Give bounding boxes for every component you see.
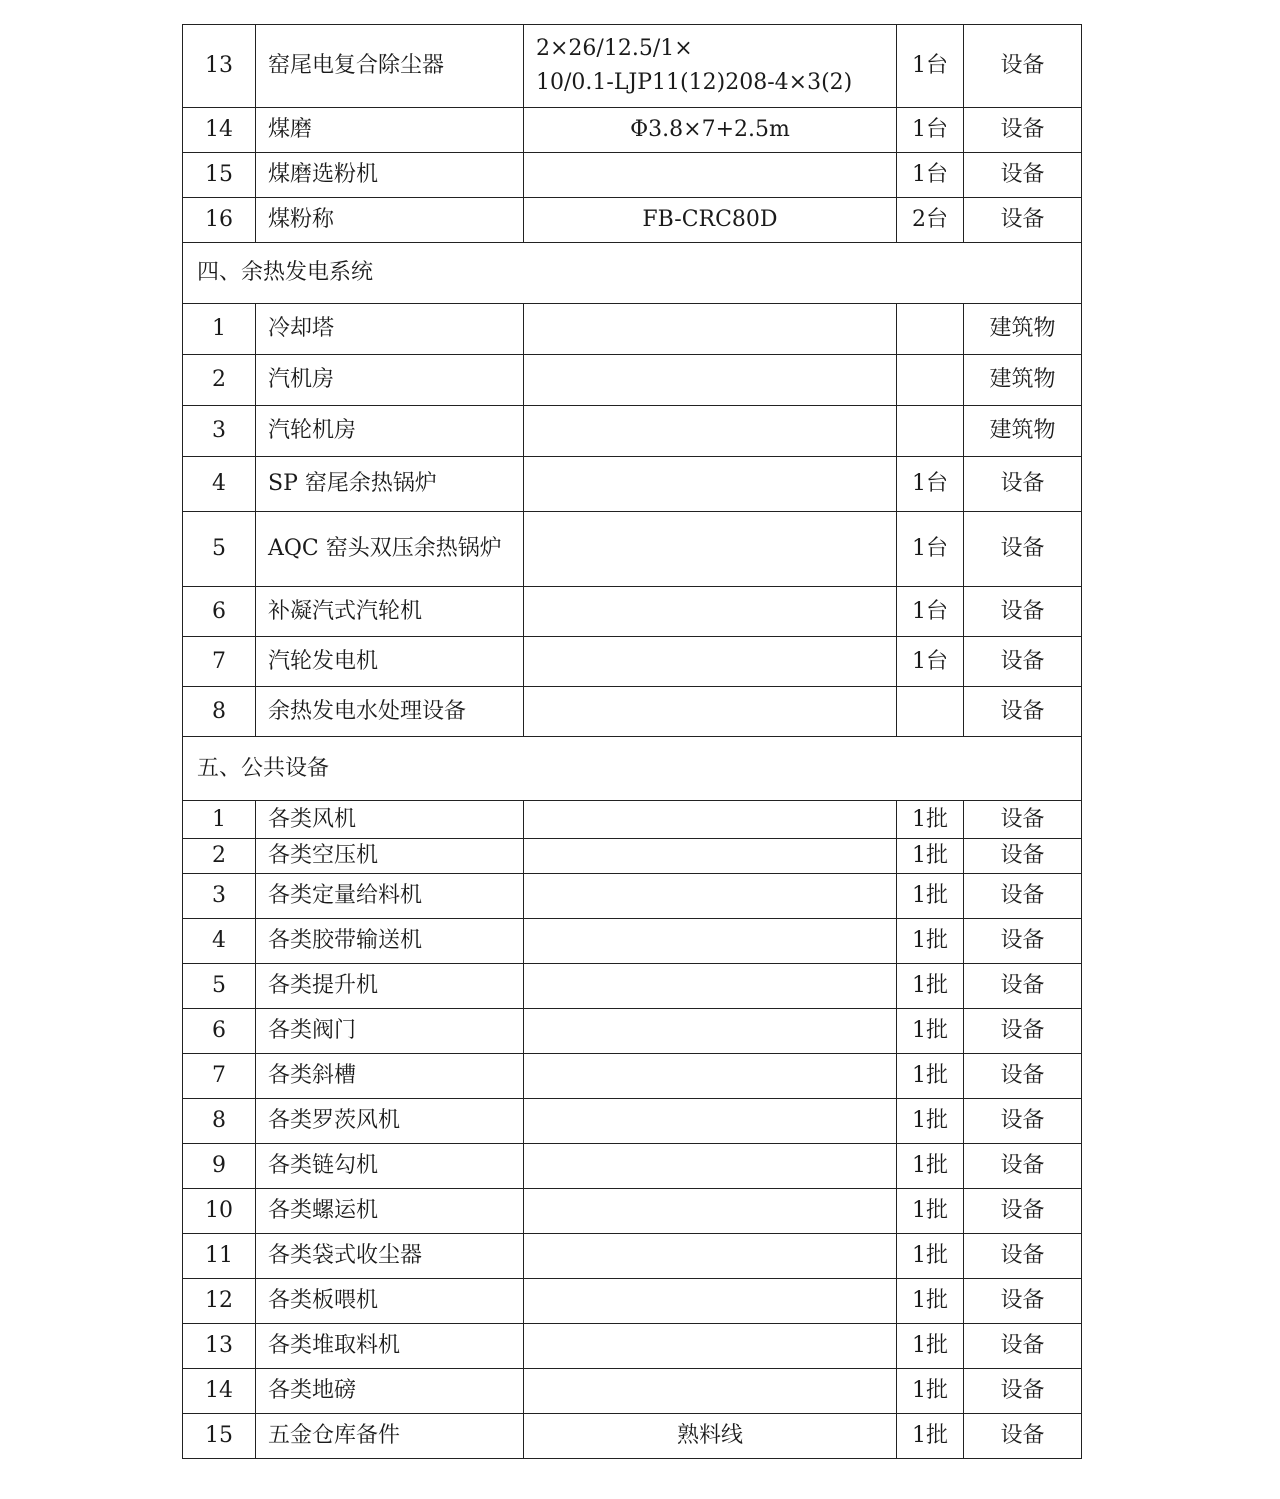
item-spec: FB-CRC80D (524, 198, 897, 243)
item-name: 窑尾电复合除尘器 (256, 25, 524, 108)
item-spec (524, 457, 897, 512)
row-number: 6 (183, 1009, 256, 1054)
item-name: AQC 窑头双压余热锅炉 (256, 512, 524, 587)
item-spec (524, 304, 897, 355)
item-name: 各类螺运机 (256, 1189, 524, 1234)
item-quantity: 1批 (897, 1234, 964, 1279)
row-number: 5 (183, 512, 256, 587)
item-quantity: 1批 (897, 1279, 964, 1324)
item-name: 各类胶带输送机 (256, 919, 524, 964)
row-number: 1 (183, 801, 256, 839)
item-spec (524, 964, 897, 1009)
item-quantity (897, 304, 964, 355)
item-spec (524, 1009, 897, 1054)
item-spec (524, 587, 897, 637)
item-spec (524, 1324, 897, 1369)
table-row (183, 587, 1082, 637)
table-body (183, 25, 1082, 1459)
section-title: 四、余热发电系统 (183, 243, 1082, 304)
item-spec (524, 839, 897, 874)
item-category: 设备 (964, 457, 1082, 512)
item-spec (524, 1099, 897, 1144)
item-name: SP 窑尾余热锅炉 (256, 457, 524, 512)
table-row (183, 25, 1082, 108)
item-name: 各类地磅 (256, 1369, 524, 1414)
table-row (183, 355, 1082, 406)
item-spec (524, 1279, 897, 1324)
item-name: 各类阀门 (256, 1009, 524, 1054)
table-row (183, 801, 1082, 839)
item-category: 设备 (964, 1369, 1082, 1414)
equipment-list-table (182, 24, 1082, 1459)
item-quantity: 1批 (897, 801, 964, 839)
table-row (183, 1279, 1082, 1324)
item-quantity: 1台 (897, 587, 964, 637)
row-number: 13 (183, 25, 256, 108)
row-number: 13 (183, 1324, 256, 1369)
item-quantity: 1批 (897, 1324, 964, 1369)
item-category: 设备 (964, 108, 1082, 153)
item-quantity: 1台 (897, 108, 964, 153)
spec-line: 10/0.1-LJP11(12)208-4×3(2) (536, 70, 853, 95)
row-number: 15 (183, 1414, 256, 1459)
table-row (183, 839, 1082, 874)
item-category: 设备 (964, 874, 1082, 919)
item-quantity: 1批 (897, 839, 964, 874)
table-row (183, 304, 1082, 355)
item-quantity (897, 355, 964, 406)
section-header-row (183, 737, 1082, 801)
item-spec (524, 874, 897, 919)
row-number: 8 (183, 1099, 256, 1144)
item-category: 设备 (964, 1054, 1082, 1099)
row-number: 3 (183, 874, 256, 919)
table-row (183, 687, 1082, 737)
item-quantity: 1批 (897, 1369, 964, 1414)
item-quantity: 1批 (897, 919, 964, 964)
section-header-row (183, 243, 1082, 304)
row-number: 2 (183, 839, 256, 874)
item-name: 各类空压机 (256, 839, 524, 874)
item-name: 汽轮机房 (256, 406, 524, 457)
table-row (183, 1144, 1082, 1189)
item-quantity: 1台 (897, 153, 964, 198)
item-category: 设备 (964, 1324, 1082, 1369)
item-category: 设备 (964, 687, 1082, 737)
item-spec (524, 1189, 897, 1234)
item-spec (524, 25, 897, 108)
item-quantity: 1批 (897, 1414, 964, 1459)
table-row (183, 457, 1082, 512)
item-name: 各类斜槽 (256, 1054, 524, 1099)
row-number: 16 (183, 198, 256, 243)
table-row (183, 1369, 1082, 1414)
item-category: 设备 (964, 1099, 1082, 1144)
row-number: 8 (183, 687, 256, 737)
row-number: 14 (183, 1369, 256, 1414)
item-category: 设备 (964, 198, 1082, 243)
item-name: 煤粉称 (256, 198, 524, 243)
table-row (183, 1189, 1082, 1234)
item-category: 设备 (964, 637, 1082, 687)
item-quantity: 2台 (897, 198, 964, 243)
table-row (183, 1009, 1082, 1054)
table-row (183, 108, 1082, 153)
table-row (183, 1054, 1082, 1099)
row-number: 12 (183, 1279, 256, 1324)
item-name: 各类定量给料机 (256, 874, 524, 919)
item-name: 汽轮发电机 (256, 637, 524, 687)
item-spec (524, 919, 897, 964)
item-name: 各类提升机 (256, 964, 524, 1009)
item-category: 设备 (964, 1414, 1082, 1459)
item-name: 五金仓库备件 (256, 1414, 524, 1459)
table-row (183, 512, 1082, 587)
row-number: 11 (183, 1234, 256, 1279)
item-category: 设备 (964, 1279, 1082, 1324)
row-number: 3 (183, 406, 256, 457)
item-category: 设备 (964, 839, 1082, 874)
item-quantity (897, 687, 964, 737)
row-number: 10 (183, 1189, 256, 1234)
table-row (183, 153, 1082, 198)
item-quantity: 1批 (897, 1099, 964, 1144)
item-name: 各类袋式收尘器 (256, 1234, 524, 1279)
item-category: 设备 (964, 512, 1082, 587)
row-number: 4 (183, 919, 256, 964)
item-spec: Φ3.8×7+2.5m (524, 108, 897, 153)
item-quantity: 1批 (897, 874, 964, 919)
row-number: 5 (183, 964, 256, 1009)
table-row (183, 637, 1082, 687)
item-name: 冷却塔 (256, 304, 524, 355)
item-name: 各类板喂机 (256, 1279, 524, 1324)
table-row (183, 1099, 1082, 1144)
item-name: 煤磨 (256, 108, 524, 153)
item-category: 设备 (964, 1009, 1082, 1054)
item-spec: 熟料线 (524, 1414, 897, 1459)
item-spec (524, 512, 897, 587)
table-row (183, 919, 1082, 964)
item-quantity: 1台 (897, 512, 964, 587)
row-number: 14 (183, 108, 256, 153)
item-name: 补凝汽式汽轮机 (256, 587, 524, 637)
item-spec (524, 801, 897, 839)
item-name: 各类堆取料机 (256, 1324, 524, 1369)
item-category: 设备 (964, 1189, 1082, 1234)
table-row (183, 1414, 1082, 1459)
item-category: 建筑物 (964, 355, 1082, 406)
item-quantity: 1批 (897, 1009, 964, 1054)
row-number: 2 (183, 355, 256, 406)
item-name: 各类链勾机 (256, 1144, 524, 1189)
item-category: 建筑物 (964, 304, 1082, 355)
item-name: 煤磨选粉机 (256, 153, 524, 198)
item-category: 设备 (964, 587, 1082, 637)
section-title: 五、公共设备 (183, 737, 1082, 801)
row-number: 7 (183, 1054, 256, 1099)
item-name: 各类风机 (256, 801, 524, 839)
item-quantity: 1台 (897, 25, 964, 108)
item-spec (524, 637, 897, 687)
item-quantity (897, 406, 964, 457)
item-quantity: 1批 (897, 1054, 964, 1099)
item-category: 建筑物 (964, 406, 1082, 457)
item-spec (524, 1144, 897, 1189)
item-spec (524, 1369, 897, 1414)
table-row (183, 198, 1082, 243)
item-category: 设备 (964, 919, 1082, 964)
item-category: 设备 (964, 25, 1082, 108)
item-name: 各类罗茨风机 (256, 1099, 524, 1144)
table-row (183, 1234, 1082, 1279)
row-number: 6 (183, 587, 256, 637)
item-category: 设备 (964, 153, 1082, 198)
table-row (183, 1324, 1082, 1369)
item-spec (524, 406, 897, 457)
item-spec (524, 1054, 897, 1099)
item-spec (524, 1234, 897, 1279)
table-row (183, 406, 1082, 457)
item-category: 设备 (964, 1234, 1082, 1279)
item-category: 设备 (964, 964, 1082, 1009)
item-name: 汽机房 (256, 355, 524, 406)
item-quantity: 1批 (897, 964, 964, 1009)
spec-line: 2×26/12.5/1× (536, 35, 693, 61)
item-category: 设备 (964, 801, 1082, 839)
table-row (183, 874, 1082, 919)
item-quantity: 1台 (897, 457, 964, 512)
row-number: 7 (183, 637, 256, 687)
item-quantity: 1台 (897, 637, 964, 687)
item-spec (524, 355, 897, 406)
row-number: 9 (183, 1144, 256, 1189)
item-category: 设备 (964, 1144, 1082, 1189)
item-quantity: 1批 (897, 1189, 964, 1234)
row-number: 4 (183, 457, 256, 512)
item-spec (524, 687, 897, 737)
item-quantity: 1批 (897, 1144, 964, 1189)
item-name: 余热发电水处理设备 (256, 687, 524, 737)
row-number: 1 (183, 304, 256, 355)
row-number: 15 (183, 153, 256, 198)
item-spec (524, 153, 897, 198)
table-row (183, 964, 1082, 1009)
